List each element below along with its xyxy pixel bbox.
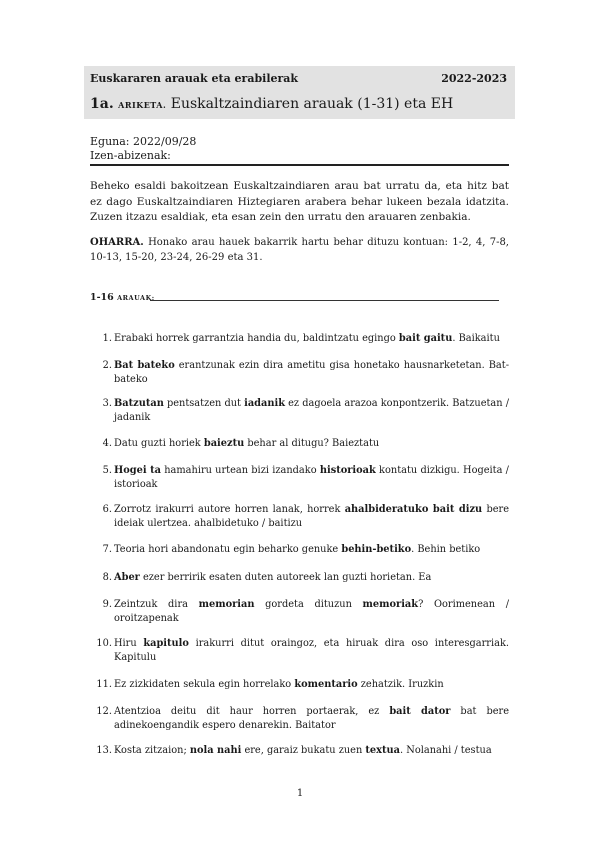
date-line: Eguna: 2022/09/28 xyxy=(90,135,197,148)
academic-year: 2022-2023 xyxy=(441,72,507,85)
sentence-fragment: zehatzik. Iruzkin xyxy=(357,679,444,690)
exercise-item xyxy=(90,571,509,585)
header-divider xyxy=(90,164,509,166)
sentence-fragment: . Behin betiko xyxy=(411,544,481,555)
highlighted-word: bait gaitu xyxy=(398,333,453,344)
highlighted-word: Hogei ta xyxy=(114,465,161,476)
highlighted-word: iadanik xyxy=(244,398,286,409)
exercise-item-number: 10. xyxy=(96,638,112,649)
exercise-item-number: 5. xyxy=(102,465,112,476)
exercise-item-text xyxy=(114,744,509,758)
sentence-fragment: bat bere adinekoengandik espero denarekin. Baitator xyxy=(114,706,509,731)
sentence-fragment: kontatu dizkigu. Hogeita / istorioak xyxy=(114,465,509,490)
highlighted-word: baieztu xyxy=(203,438,245,449)
sentence-fragment: ezer berririk esaten duten autoreek lan guzti horietan. Ea xyxy=(139,572,432,583)
highlighted-word: kapitulo xyxy=(143,638,189,649)
exercise-title-text: Euskaltzaindiaren arauak (1-31) eta EH xyxy=(170,96,454,112)
document-header xyxy=(84,66,515,119)
course-title: Euskararen arauak eta erabilerak xyxy=(90,72,299,85)
highlighted-word: bait dator xyxy=(389,706,451,717)
note-text: Honako arau hauek bakarrik hartu behar dituzu kontuan: 1-2, 4, 7-8, 10-13, 15-20, 23-24, 26-29 eta 31. xyxy=(90,237,509,263)
exercise-title xyxy=(90,96,453,112)
exercise-item-text xyxy=(114,359,509,386)
exercise-item-text xyxy=(114,464,509,491)
exercise-item-text xyxy=(114,397,509,424)
exercise-item-text xyxy=(114,678,509,692)
exercise-item-number: 3. xyxy=(102,398,112,409)
sentence-fragment: Hiru xyxy=(114,638,144,649)
sentence-fragment: bere ideiak ulertzea. ahalbidetuko / baitizu xyxy=(114,504,509,529)
sentence-fragment: pentsatzen dut xyxy=(163,398,245,409)
exercise-item xyxy=(90,503,509,530)
answer-line xyxy=(150,300,499,301)
exercise-item-number: 7. xyxy=(102,544,112,555)
highlighted-word: textua xyxy=(365,745,401,756)
exercise-item xyxy=(90,359,509,386)
sentence-fragment: gordeta dituzun xyxy=(254,599,363,610)
exercise-item xyxy=(90,437,509,451)
exercise-item-number: 12. xyxy=(96,706,112,717)
sentence-fragment: behar al ditugu? Baieztatu xyxy=(244,438,380,449)
sentence-fragment: ? Oorimenean / oroitzapenak xyxy=(114,599,509,624)
sentence-fragment: Datu guzti horiek xyxy=(114,438,204,449)
exercise-item xyxy=(90,332,509,346)
exercise-item-number: 11. xyxy=(96,679,112,690)
exercise-item-text xyxy=(114,503,509,530)
exercise-item-number: 2. xyxy=(102,360,112,371)
highlighted-word: ahalbideratuko bait dizu xyxy=(344,504,483,515)
exercise-item xyxy=(90,678,509,692)
sentence-fragment: hamahiru urtean bizi izandako xyxy=(161,465,320,476)
note-paragraph xyxy=(90,235,509,265)
sentence-fragment: Atentzioa deitu dit haur horren portaerak, ez xyxy=(114,706,390,717)
exercise-item-text xyxy=(114,598,509,625)
sentence-fragment: erantzunak ezin dira ametitu gisa honetako hausnarketetan. Bat-bateko xyxy=(114,360,509,385)
exercise-item xyxy=(90,598,509,625)
highlighted-word: Batzutan xyxy=(114,398,164,409)
section-range: 1-16 xyxy=(90,292,114,303)
sentence-fragment: irakurri ditut oraingoz, eta hiruak dira oso interesgarriak. Kapitulu xyxy=(114,638,509,663)
highlighted-word: Bat bateko xyxy=(114,360,175,371)
exercise-item xyxy=(90,705,509,732)
sentence-fragment: . Nolanahi / testua xyxy=(400,745,492,756)
exercise-item xyxy=(90,637,509,664)
exercise-item xyxy=(90,464,509,491)
exercise-item-number: 1. xyxy=(102,333,112,344)
exercise-item-text xyxy=(114,543,509,557)
highlighted-word: historioak xyxy=(319,465,376,476)
exercise-item-text xyxy=(114,437,509,451)
exercise-item-text xyxy=(114,705,509,732)
section-heading xyxy=(90,292,155,303)
sentence-fragment: Zorrotz irakurri autore horren lanak, horrek xyxy=(114,504,345,515)
exercise-item-number: 13. xyxy=(96,745,112,756)
sentence-fragment: Zeintzuk dira xyxy=(114,599,199,610)
sentence-fragment: . Baikaitu xyxy=(452,333,500,344)
exercise-item-number: 8. xyxy=(102,572,112,583)
highlighted-word: komentario xyxy=(294,679,358,690)
exercise-item-text xyxy=(114,637,509,664)
highlighted-word: memoriak xyxy=(362,599,419,610)
exercise-number: 1a. xyxy=(90,96,114,112)
exercise-item-text xyxy=(114,571,509,585)
instructions-paragraph: Beheko esaldi bakoitzean Euskaltzaindiaren arau bat urratu da, eta hitz bat ez dago Euskaltzaindiaren Hiztegiaren arabera behar lukeen bezala idatzita. Zuzen itzazu esaldiak, eta esan zein den urratu den arauaren zenbakia. xyxy=(90,180,509,223)
section-label: ARAUAK: xyxy=(117,294,155,302)
highlighted-word: memorian xyxy=(198,599,255,610)
exercise-item xyxy=(90,744,509,758)
sentence-fragment: Kosta zitzaion; xyxy=(114,745,190,756)
sentence-fragment: Teoria hori abandonatu egin beharko genuke xyxy=(114,544,342,555)
highlighted-word: Aber xyxy=(114,572,140,583)
exercise-item xyxy=(90,543,509,557)
exercise-item-number: 6. xyxy=(102,504,112,515)
exercise-item-number: 4. xyxy=(102,438,112,449)
exercise-item-number: 9. xyxy=(102,599,112,610)
sentence-fragment: Ez zizkidaten sekula egin horrelako xyxy=(114,679,295,690)
highlighted-word: nola nahi xyxy=(189,745,242,756)
exercise-item xyxy=(90,397,509,424)
name-label: Izen-abizenak: xyxy=(90,149,171,162)
note-label: OHARRA. xyxy=(90,237,144,248)
sentence-fragment: ez dagoela arazoa konpontzerik. Batzuetan / jadanik xyxy=(114,398,509,423)
exercise-word: ARIKETA. xyxy=(118,100,167,110)
exercise-item-text xyxy=(114,332,509,346)
highlighted-word: behin-betiko xyxy=(341,544,412,555)
page-number: 1 xyxy=(296,788,304,799)
sentence-fragment: ere, garaiz bukatu zuen xyxy=(241,745,366,756)
sentence-fragment: Erabaki horrek garrantzia handia du, baldintzatu egingo xyxy=(114,333,399,344)
